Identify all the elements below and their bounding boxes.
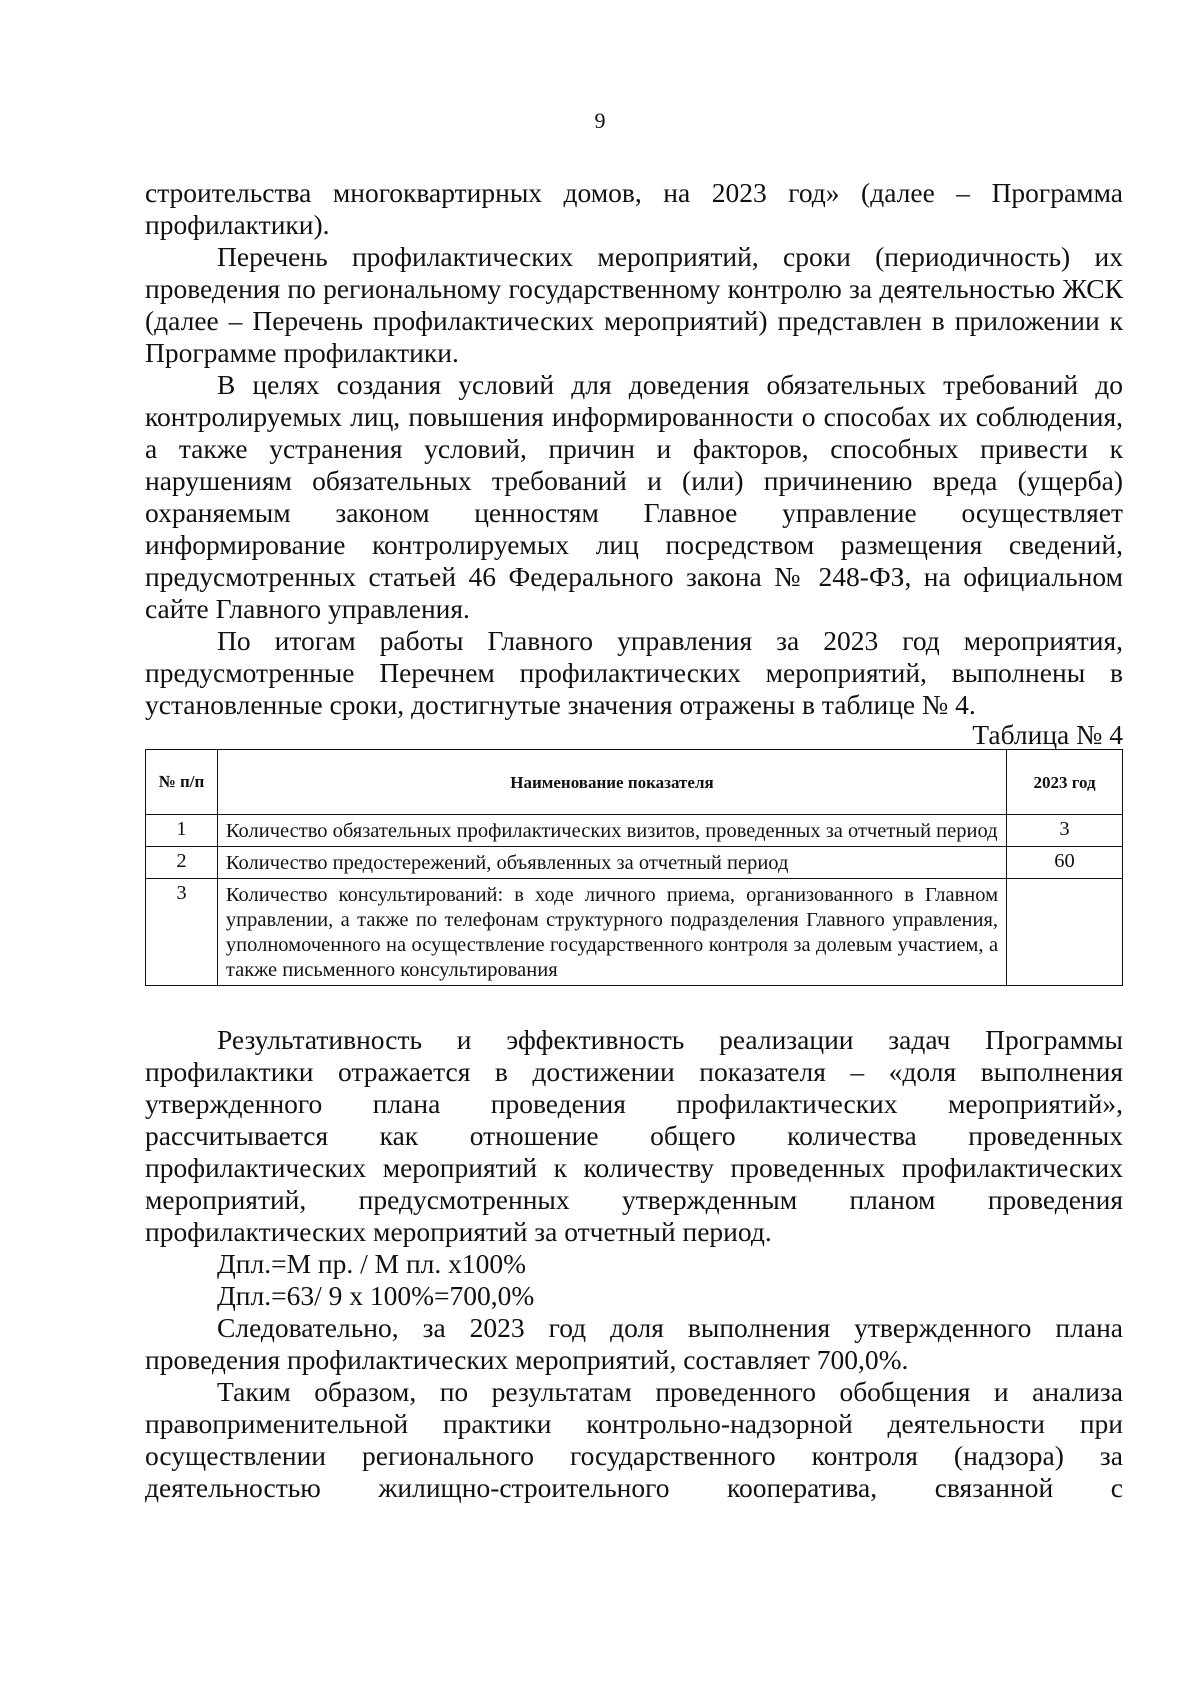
row-number: 3 <box>146 879 218 986</box>
paragraph-continuation: строительства многоквартирных домов, на 2023 год» (далее – Программа профилактики). <box>145 177 1123 240</box>
table-row <box>146 847 1123 879</box>
paragraph-summary: Таким образом, по результатам проведенного обобщения и анализа правоприменительной практики контрольно-надзорной деятельности при осуществлении регионального государственного контроля (надзора) за деятельностью жилищно-строительного кооператива, связанной с <box>145 1376 1123 1503</box>
row-indicator-name: Количество консультирований: в ходе личного приема, организованного в Главном управлении, а также по телефонам структурного подразделения Главного управления, уполномоченного на осуществление государственного контроля за долевым участием, а также письменного консультирования <box>217 879 1006 986</box>
table-header-row <box>146 750 1123 815</box>
row-value: 60 <box>1007 847 1123 879</box>
table-row <box>146 815 1123 847</box>
table-row <box>146 879 1123 986</box>
formula-general: Дпл.=М пр. / М пл. х100% <box>217 1248 527 1279</box>
paragraph-conclusion: Следовательно, за 2023 год доля выполнения утвержденного плана проведения профилактических мероприятий, составляет 700,0%. <box>145 1312 1123 1375</box>
row-indicator-name: Количество предостережений, объявленных за отчетный период <box>217 847 1006 879</box>
row-number: 2 <box>146 847 218 879</box>
header-year: 2023 год <box>1007 750 1123 815</box>
row-indicator-name: Количество обязательных профилактических визитов, проведенных за отчетный период <box>217 815 1006 847</box>
table-caption: Таблица № 4 <box>972 719 1123 750</box>
indicators-table <box>145 749 1123 986</box>
row-number: 1 <box>146 815 218 847</box>
formula-values: Дпл.=63/ 9 х 100%=700,0% <box>217 1280 535 1311</box>
page-number: 9 <box>594 108 606 133</box>
header-number: № п/п <box>146 750 218 815</box>
row-value <box>1007 879 1123 986</box>
paragraph-effectiveness: Результативность и эффективность реализации задач Программы профилактики отражается в достижении показателя – «доля выполнения утвержденного плана проведения профилактических мероприятий», рассчитывается как отношение общего количества проведенных профилактических мероприятий к количеству проведенных профилактических мероприятий, предусмотренных утвержденным планом проведения профилактических мероприятий за отчетный период. <box>145 1024 1123 1247</box>
paragraph-results-intro: По итогам работы Главного управления за 2023 год мероприятия, предусмотренные Перечнем профилактических мероприятий, выполнены в установленные сроки, достигнутые значения отражены в таблице № 4. <box>145 625 1123 720</box>
row-value: 3 <box>1007 815 1123 847</box>
document-body <box>145 177 1123 1504</box>
paragraph-informing: В целях создания условий для доведения обязательных требований до контролируемых лиц, повышения информированности о способах их соблюдения, а также устранения условий, причин и факторов, способных привести к нарушениям обязательных требований и (или) причинению вреда (ущерба) охраняемым законом ценностям Главное управление осуществляет информирование контролируемых лиц посредством размещения сведений, предусмотренных статьей 46 Федерального закона № 248-ФЗ, на официальном сайте Главного управления. <box>145 369 1123 624</box>
header-indicator-name: Наименование показателя <box>217 750 1006 815</box>
paragraph-measures-list: Перечень профилактических мероприятий, сроки (периодичность) их проведения по региональному государственному контролю за деятельностью ЖСК (далее – Перечень профилактических мероприятий) представлен в приложении к Программе профилактики. <box>145 241 1123 368</box>
